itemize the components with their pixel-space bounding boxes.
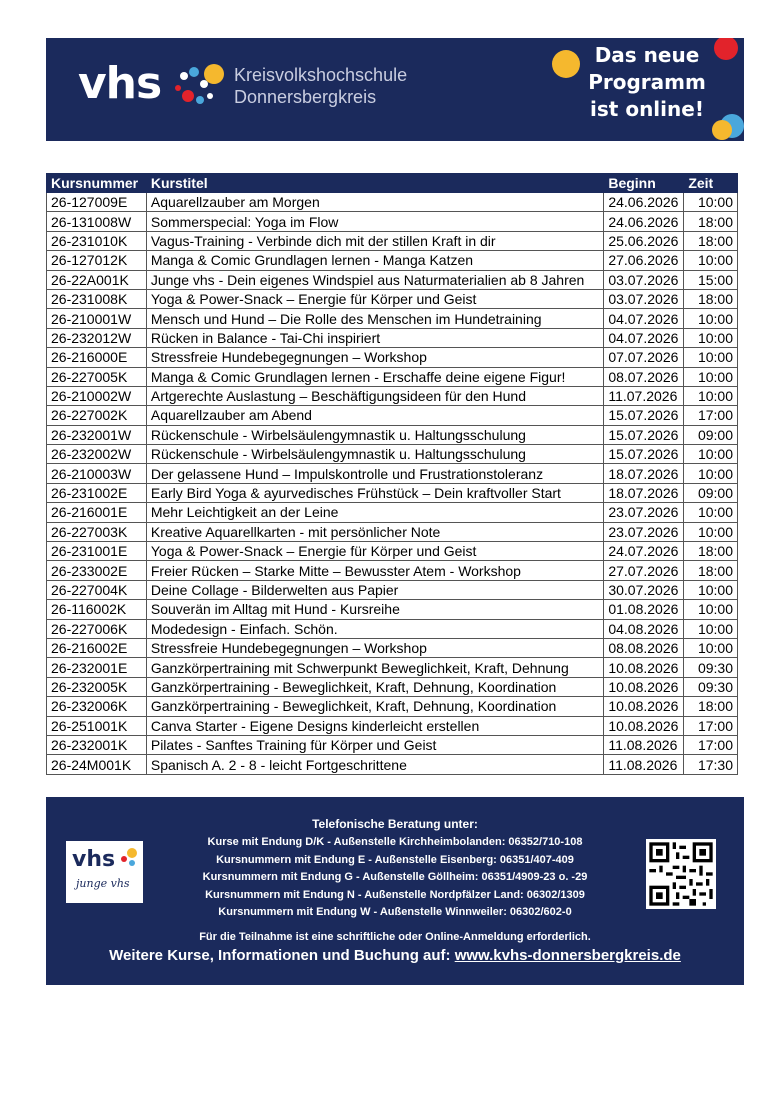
cell-kursnummer: 26-127009E [47,193,147,212]
cell-zeit: 10:00 [684,251,738,270]
org-line-1: Kreisvolkshochschule [234,65,408,85]
cell-kursnummer: 26-227006K [47,619,147,638]
cell-kursnummer: 26-216002E [47,638,147,657]
cell-zeit: 10:00 [684,386,738,405]
table-row [47,522,738,541]
cell-kurstitel: Ganzkörpertraining - Beweglichkeit, Kraft, Dehnung, Koordination [146,697,603,716]
cell-zeit: 18:00 [684,212,738,231]
table-row [47,503,738,522]
cell-kurstitel: Rückenschule - Wirbelsäulengymnastik u. Haltungsschulung [146,445,603,464]
promo-badge [546,38,744,141]
table-row [47,755,738,774]
cell-beginn: 23.07.2026 [604,503,684,522]
more-info-line [46,947,744,964]
cell-kursnummer: 26-216001E [47,503,147,522]
cell-beginn: 27.06.2026 [604,251,684,270]
junge-vhs-logo-sub: junge vhs [76,877,130,890]
table-row [47,445,738,464]
header-banner [46,38,744,141]
table-row [47,231,738,250]
cell-kurstitel: Pilates - Sanftes Training für Körper und Geist [146,735,603,754]
cell-zeit: 09:00 [684,483,738,502]
cell-beginn: 10.08.2026 [604,677,684,696]
table-row [47,289,738,308]
cell-kurstitel: Der gelassene Hund – Impulskontrolle und Frustrationstoleranz [146,464,603,483]
table-row [47,406,738,425]
more-info-text: Weitere Kurse, Informationen und Buchung auf: [109,947,455,964]
cell-kursnummer: 26-210003W [47,464,147,483]
cell-zeit: 09:00 [684,425,738,444]
header-beginn: Beginn [604,174,684,193]
cell-kurstitel: Sommerspecial: Yoga im Flow [146,212,603,231]
cell-zeit: 18:00 [684,697,738,716]
cell-kursnummer: 26-131008W [47,212,147,231]
table-row [47,716,738,735]
cell-kursnummer: 26-232006K [47,697,147,716]
cell-kursnummer: 26-216000E [47,348,147,367]
table-row [47,212,738,231]
cell-zeit: 10:00 [684,522,738,541]
cell-zeit: 10:00 [684,193,738,212]
cell-zeit: 10:00 [684,367,738,386]
cell-kurstitel: Modedesign - Einfach. Schön. [146,619,603,638]
cell-kurstitel: Canva Starter - Eigene Designs kinderleicht erstellen [146,716,603,735]
cell-zeit: 10:00 [684,309,738,328]
cell-kurstitel: Yoga & Power-Snack – Energie für Körper und Geist [146,289,603,308]
promo-text [582,42,712,123]
cell-kursnummer: 26-251001K [47,716,147,735]
cell-beginn: 24.07.2026 [604,542,684,561]
cell-kursnummer: 26-210001W [47,309,147,328]
cell-kurstitel: Rückenschule - Wirbelsäulengymnastik u. Haltungsschulung [146,425,603,444]
cell-beginn: 03.07.2026 [604,270,684,289]
cell-zeit: 18:00 [684,542,738,561]
cell-beginn: 11.08.2026 [604,735,684,754]
footer-contact-lines [46,834,744,922]
cell-zeit: 17:30 [684,755,738,774]
footer-panel [46,797,744,985]
table-row [47,580,738,599]
table-row [47,464,738,483]
cell-beginn: 08.07.2026 [604,367,684,386]
table-row [47,328,738,347]
cell-zeit: 17:00 [684,406,738,425]
table-row [47,619,738,638]
cell-kurstitel: Souverän im Alltag mit Hund - Kursreihe [146,600,603,619]
cell-kursnummer: 26-24M001K [47,755,147,774]
table-row [47,251,738,270]
cell-kurstitel: Manga & Comic Grundlagen lernen - Manga Katzen [146,251,603,270]
cell-beginn: 04.07.2026 [604,328,684,347]
cell-kurstitel: Ganzkörpertraining mit Schwerpunkt Beweglichkeit, Kraft, Dehnung [146,658,603,677]
cell-beginn: 07.07.2026 [604,348,684,367]
cell-beginn: 18.07.2026 [604,483,684,502]
cell-zeit: 15:00 [684,270,738,289]
footer-heading: Telefonische Beratung unter: [312,817,478,831]
logo-dots-icon [170,56,230,116]
cell-beginn: 01.08.2026 [604,600,684,619]
table-row [47,658,738,677]
cell-kursnummer: 26-232012W [47,328,147,347]
table-row [47,638,738,657]
organization-name [234,64,407,108]
table-row [47,697,738,716]
cell-kursnummer: 26-116002K [47,600,147,619]
cell-kurstitel: Stressfreie Hundebegegnungen – Workshop [146,348,603,367]
cell-kursnummer: 26-231008K [47,289,147,308]
cell-zeit: 17:00 [684,735,738,754]
cell-kurstitel: Junge vhs - Dein eigenes Windspiel aus Naturmaterialien ab 8 Jahren [146,270,603,289]
cell-beginn: 10.08.2026 [604,697,684,716]
cell-zeit: 10:00 [684,638,738,657]
table-row [47,483,738,502]
cell-zeit: 10:00 [684,464,738,483]
cell-beginn: 11.07.2026 [604,386,684,405]
contact-line: Kursnummern mit Endung W - Außenstelle Winnweiler: 06302/602-0 [218,906,572,918]
table-row [47,542,738,561]
header-kurstitel: Kurstitel [146,174,603,193]
header-zeit: Zeit [684,174,738,193]
header-kursnummer: Kursnummer [47,174,147,193]
contact-line: Kursnummern mit Endung E - Außenstelle Eisenberg: 06351/407-409 [216,853,574,866]
cell-beginn: 15.07.2026 [604,425,684,444]
cell-beginn: 25.06.2026 [604,231,684,250]
cell-kursnummer: 26-232001W [47,425,147,444]
cell-kurstitel: Spanisch A. 2 - 8 - leicht Fortgeschrittene [146,755,603,774]
table-body [47,193,738,775]
table-row [47,270,738,289]
cell-beginn: 04.07.2026 [604,309,684,328]
contact-line: Kurse mit Endung D/K - Außenstelle Kirchheimbolanden: 06352/710-108 [207,836,583,848]
cell-beginn: 18.07.2026 [604,464,684,483]
cell-zeit: 10:00 [684,328,738,347]
cell-kurstitel: Deine Collage - Bilderwelten aus Papier [146,580,603,599]
cell-kursnummer: 26-233002E [47,561,147,580]
cell-kurstitel: Mensch und Hund – Die Rolle des Menschen im Hundetraining [146,309,603,328]
cell-zeit: 10:00 [684,503,738,522]
promo-line-3: ist online! [590,97,704,121]
cell-kursnummer: 26-22A001K [47,270,147,289]
cell-zeit: 09:30 [684,658,738,677]
cell-kurstitel: Vagus-Training - Verbinde dich mit der stillen Kraft in dir [146,231,603,250]
cell-zeit: 18:00 [684,231,738,250]
cell-zeit: 10:00 [684,580,738,599]
table-row [47,600,738,619]
cell-kurstitel: Aquarellzauber am Morgen [146,193,603,212]
cell-beginn: 15.07.2026 [604,445,684,464]
cell-kurstitel: Yoga & Power-Snack – Energie für Körper und Geist [146,542,603,561]
cell-zeit: 10:00 [684,348,738,367]
cell-kurstitel: Manga & Comic Grundlagen lernen - Erschaffe deine eigene Figur! [146,367,603,386]
cell-zeit: 18:00 [684,289,738,308]
cell-kursnummer: 26-232005K [47,677,147,696]
cell-beginn: 27.07.2026 [604,561,684,580]
cell-zeit: 10:00 [684,619,738,638]
cell-beginn: 11.08.2026 [604,755,684,774]
table-row [47,309,738,328]
registration-note: Für die Teilnahme ist eine schriftliche oder Online-Anmeldung erforderlich. [199,931,591,943]
table-row [47,386,738,405]
website-link[interactable]: www.kvhs-donnersbergkreis.de [454,947,681,964]
cell-kursnummer: 26-231002E [47,483,147,502]
cell-zeit: 10:00 [684,600,738,619]
cell-kurstitel: Artgerechte Auslastung – Beschäftigungsideen für den Hund [146,386,603,405]
qr-code-icon[interactable] [646,839,716,909]
cell-beginn: 10.08.2026 [604,658,684,677]
cell-kursnummer: 26-127012K [47,251,147,270]
cell-zeit: 17:00 [684,716,738,735]
cell-kursnummer: 26-232001K [47,735,147,754]
promo-line-1: Das neue [594,43,700,67]
cell-beginn: 24.06.2026 [604,193,684,212]
contact-line: Kursnummern mit Endung G - Außenstelle Göllheim: 06351/4909-23 o. -29 [202,871,588,883]
cell-zeit: 10:00 [684,445,738,464]
cell-kurstitel: Rücken in Balance - Tai-Chi inspiriert [146,328,603,347]
cell-kursnummer: 26-231001E [47,542,147,561]
cell-kursnummer: 26-231010K [47,231,147,250]
cell-kursnummer: 26-227003K [47,522,147,541]
cell-kurstitel: Freier Rücken – Starke Mitte – Bewusster Atem - Workshop [146,561,603,580]
cell-kursnummer: 26-227002K [47,406,147,425]
table-header-row [47,174,738,193]
cell-kurstitel: Kreative Aquarellkarten - mit persönlicher Note [146,522,603,541]
cell-beginn: 03.07.2026 [604,289,684,308]
promo-line-2: Programm [588,70,706,94]
table-row [47,561,738,580]
cell-beginn: 24.06.2026 [604,212,684,231]
cell-beginn: 10.08.2026 [604,716,684,735]
cell-beginn: 08.08.2026 [604,638,684,657]
cell-zeit: 18:00 [684,561,738,580]
org-line-2: Donnersbergkreis [234,87,377,107]
cell-beginn: 30.07.2026 [604,580,684,599]
cell-beginn: 04.08.2026 [604,619,684,638]
vhs-logo: vhs [78,58,162,109]
cell-kurstitel: Early Bird Yoga & ayurvedisches Frühstück – Dein kraftvoller Start [146,483,603,502]
cell-zeit: 09:30 [684,677,738,696]
table-row [47,348,738,367]
table-row [47,735,738,754]
cell-kurstitel: Mehr Leichtigkeit an der Leine [146,503,603,522]
table-row [47,677,738,696]
contact-line: Kursnummern mit Endung N - Außenstelle Nordpfälzer Land: 06302/1309 [205,888,585,901]
course-table [46,173,738,775]
cell-beginn: 23.07.2026 [604,522,684,541]
table-row [47,425,738,444]
table-row [47,193,738,212]
table-row [47,367,738,386]
cell-kurstitel: Stressfreie Hundebegegnungen – Workshop [146,638,603,657]
cell-kursnummer: 26-210002W [47,386,147,405]
cell-kurstitel: Ganzkörpertraining - Beweglichkeit, Kraft, Dehnung, Koordination [146,677,603,696]
cell-kursnummer: 26-227004K [47,580,147,599]
cell-kursnummer: 26-232002W [47,445,147,464]
cell-beginn: 15.07.2026 [604,406,684,425]
junge-vhs-logo-word: vhs [72,847,116,872]
cell-kurstitel: Aquarellzauber am Abend [146,406,603,425]
cell-kursnummer: 26-232001E [47,658,147,677]
cell-kursnummer: 26-227005K [47,367,147,386]
